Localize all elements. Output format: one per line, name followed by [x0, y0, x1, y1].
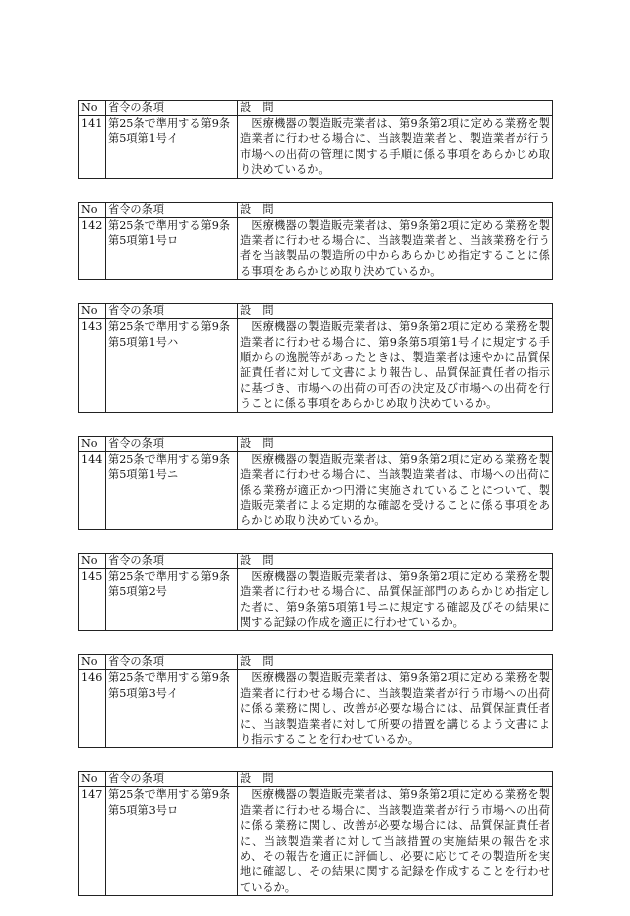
header-question: 設 問 [238, 436, 553, 451]
row-number: 146 [79, 670, 106, 748]
row-number: 143 [79, 319, 106, 412]
question-table-146 [78, 654, 553, 748]
table-header-row [79, 202, 553, 217]
table-row [79, 787, 553, 896]
table-header-row [79, 553, 553, 568]
table-row [79, 451, 553, 529]
row-question: 医療機器の製造販売業者は、第9条第2項に定める業務を製造業者に行わせる場合に、当該製造業者と、当該業務を行う者を当該製品の製造所の中からあらかじめ指定することに係る事項をあらかじめ取り決めているか。 [238, 217, 553, 280]
row-article: 第25条で準用する第9条第5項第3号ロ [106, 787, 238, 896]
header-no: No [79, 202, 106, 217]
row-question: 医療機器の製造販売業者は、第9条第2項に定める業務を製造業者に行わせる場合に、品質保証部門のあらかじめ指定した者に、第9条第5項第1号ニに規定する確認及びその結果に関する記録の作成を適正に行わせているか。 [238, 568, 553, 631]
question-table-147 [78, 771, 553, 896]
header-no: No [79, 304, 106, 319]
header-article: 省令の条項 [106, 304, 238, 319]
question-table-145 [78, 553, 553, 632]
header-question: 設 問 [238, 304, 553, 319]
header-no: No [79, 655, 106, 670]
table-header-row [79, 436, 553, 451]
table-header-row [79, 655, 553, 670]
header-article: 省令の条項 [106, 436, 238, 451]
question-table-143 [78, 303, 553, 412]
row-article: 第25条で準用する第9条第5項第1号ハ [106, 319, 238, 412]
row-number: 144 [79, 451, 106, 529]
header-no: No [79, 772, 106, 787]
row-article: 第25条で準用する第9条第5項第2号 [106, 568, 238, 631]
table-row [79, 217, 553, 280]
table-header-row [79, 772, 553, 787]
header-article: 省令の条項 [106, 101, 238, 116]
row-number: 145 [79, 568, 106, 631]
header-no: No [79, 553, 106, 568]
header-question: 設 問 [238, 772, 553, 787]
row-question: 医療機器の製造販売業者は、第9条第2項に定める業務を製造業者に行わせる場合に、当該製造業者は、市場への出荷に係る業務が適正かつ円滑に実施されていることについて、製造販売業者による定期的な確認を受けることに係る事項をあらかじめ取り決めているか。 [238, 451, 553, 529]
question-tables [78, 100, 552, 896]
header-article: 省令の条項 [106, 553, 238, 568]
header-question: 設 問 [238, 101, 553, 116]
header-no: No [79, 101, 106, 116]
question-table-144 [78, 436, 553, 530]
question-table-141 [78, 100, 553, 179]
header-question: 設 問 [238, 553, 553, 568]
row-question: 医療機器の製造販売業者は、第9条第2項に定める業務を製造業者に行わせる場合に、当該製造業者と、製造業者が行う市場への出荷の管理に関する手順に係る事項をあらかじめ取り決めているか。 [238, 116, 553, 179]
row-article: 第25条で準用する第9条第5項第1号イ [106, 116, 238, 179]
table-row [79, 568, 553, 631]
header-article: 省令の条項 [106, 655, 238, 670]
row-number: 147 [79, 787, 106, 896]
row-question: 医療機器の製造販売業者は、第9条第2項に定める業務を製造業者に行わせる場合に、当該製造業者が行う市場への出荷に係る業務に関し、改善が必要な場合には、品質保証責任者に、当該製造業者に対して当該措置の実施結果の報告を求め、その報告を適正に評価し、必要に応じてその製造所を実地に確認し、その結果に関する記録を作成することを行わせているか。 [238, 787, 553, 896]
question-table-142 [78, 202, 553, 281]
row-question: 医療機器の製造販売業者は、第9条第2項に定める業務を製造業者に行わせる場合に、当該製造業者が行う市場への出荷に係る業務に関し、改善が必要な場合には、品質保証責任者に、当該製造業者に対して所要の措置を講じるよう文書により指示することを行わせているか。 [238, 670, 553, 748]
row-article: 第25条で準用する第9条第5項第1号ニ [106, 451, 238, 529]
row-number: 142 [79, 217, 106, 280]
row-article: 第25条で準用する第9条第5項第3号イ [106, 670, 238, 748]
header-article: 省令の条項 [106, 772, 238, 787]
header-question: 設 問 [238, 655, 553, 670]
table-row [79, 670, 553, 748]
header-question: 設 問 [238, 202, 553, 217]
table-header-row [79, 304, 553, 319]
row-number: 141 [79, 116, 106, 179]
header-no: No [79, 436, 106, 451]
table-row [79, 319, 553, 412]
table-row [79, 116, 553, 179]
table-header-row [79, 101, 553, 116]
header-article: 省令の条項 [106, 202, 238, 217]
row-article: 第25条で準用する第9条第5項第1号ロ [106, 217, 238, 280]
row-question: 医療機器の製造販売業者は、第9条第2項に定める業務を製造業者に行わせる場合に、第9条第5項第1号イに規定する手順からの逸脱等があったときは、製造業者は速やかに品質保証責任者に対して文書により報告し、品質保証責任者の指示に基づき、市場への出荷の可否の決定及び市場への出荷を行うことに係る事項をあらかじめ取り決めているか。 [238, 319, 553, 412]
